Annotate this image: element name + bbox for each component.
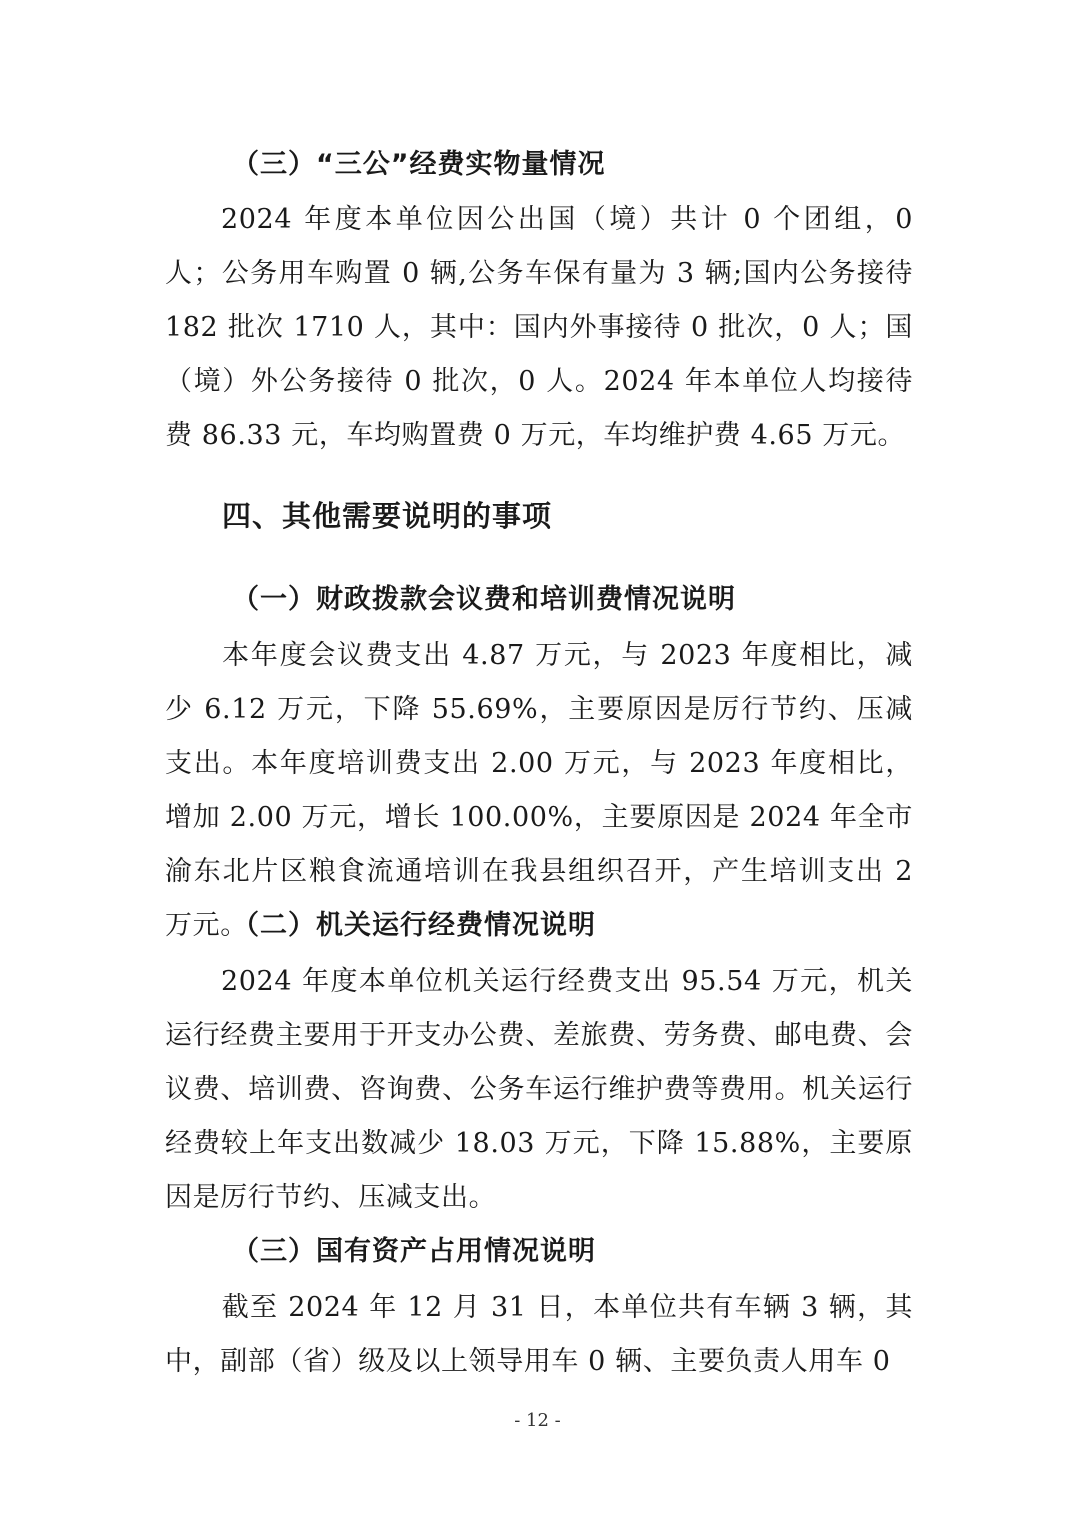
section-heading-operating-expenses: （二）机关运行经费情况说明 xyxy=(232,910,596,941)
paragraph-text: 2024 年度本单位机关运行经费支出 95.54 万元，机关运行经费主要用于开支办公费、差旅费、劳务费、邮电费、会议费、培训费、咨询费、公务车运行维护费等费用。机关运行经费较上年支出数减少 18.03 万元，下降 15.88%，主要原因是厉行节约、压减支出。 xyxy=(165,966,913,1213)
paragraph-text: 2024 年度本单位因公出国（境）共计 0 个团组，0 人；公务用车购置 0 辆,公务车保有量为 3 辆;国内公务接待 182 批次 1710 人，其中：国内外事接待 0 批次，0 人；国（境）外公务接待 0 批次，0 人。2024 年本单位人均接待费 86.33 元，车均购置费 0 万元，车均维护费 4.65 万元。 xyxy=(165,204,913,451)
section-heading-other-matters: 四、其他需要说明的事项 xyxy=(222,499,553,533)
paragraph-state-assets xyxy=(165,1281,913,1389)
section-heading-meeting-training: （一）财政拨款会议费和培训费情况说明 xyxy=(232,584,736,615)
section-heading-three-public-expenses: （三）“三公”经费实物量情况 xyxy=(232,149,606,180)
page-number: - 12 - xyxy=(514,1410,561,1431)
paragraph-three-public-expenses xyxy=(165,193,913,463)
paragraph-operating-expenses xyxy=(165,955,913,1225)
section-heading-state-assets: （三）国有资产占用情况说明 xyxy=(232,1236,596,1267)
paragraph-text: 本年度会议费支出 4.87 万元，与 2023 年度相比，减少 6.12 万元，下降 55.69%，主要原因是厉行节约、压减支出。本年度培训费支出 2.00 万元，与 2023 年度相比，增加 2.00 万元，增长 100.00%，主要原因是 2024 年全市渝东北片区粮食流通培训在我县组织召开，产生培训支出 2 万元。 xyxy=(165,640,913,941)
paragraph-text: 截至 2024 年 12 月 31 日，本单位共有车辆 3 辆，其中，副部（省）级及以上领导用车 0 辆、主要负责人用车 0 xyxy=(165,1292,913,1377)
